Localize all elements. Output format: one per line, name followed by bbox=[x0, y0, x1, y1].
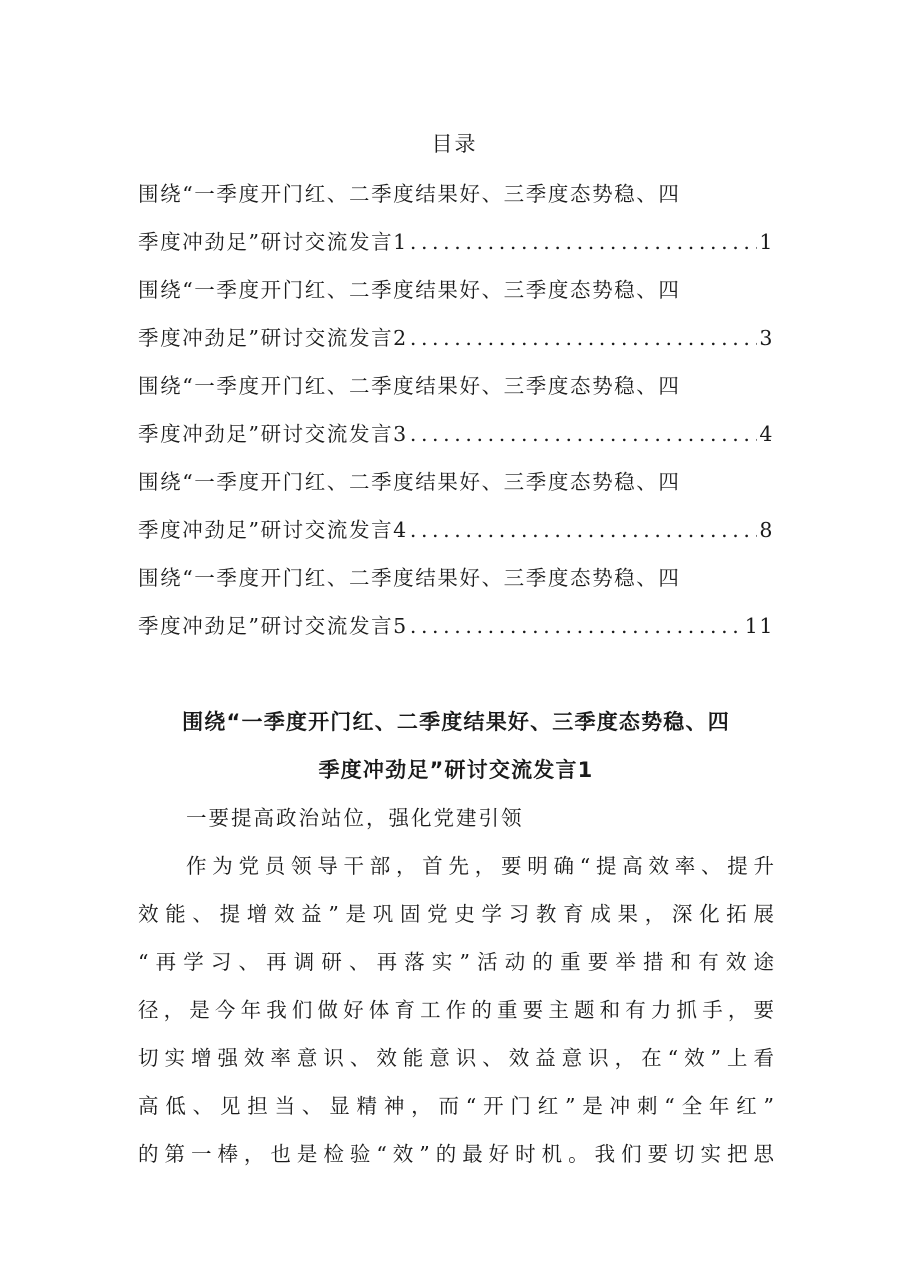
article-heading-line1: 围绕“一季度开门红、二季度结果好、三季度态势稳、四 bbox=[182, 710, 730, 734]
toc-entry-line2 bbox=[138, 410, 774, 458]
toc-leader-dots bbox=[410, 602, 743, 650]
toc-leader-dots bbox=[410, 506, 758, 554]
body-line: 切实增强效率意识、效能意识、效益意识，在“效”上看 bbox=[138, 1046, 774, 1070]
toc-page-number: 3 bbox=[759, 326, 774, 350]
body-line: 的第一棒，也是检验“效”的最好时机。我们要切实把思 bbox=[138, 1142, 774, 1166]
body-line: 径，是今年我们做好体育工作的重要主题和有力抓手，要 bbox=[138, 998, 774, 1022]
toc-entry-label: 季度冲劲足”研讨交流发言2 bbox=[138, 326, 408, 350]
body-line: 效能、提增效益”是巩固党史学习教育成果，深化拓展 bbox=[138, 902, 774, 926]
article-body bbox=[138, 842, 774, 1178]
toc-page-number: 11 bbox=[744, 614, 774, 638]
section-subheading: 一要提高政治站位，强化党建引领 bbox=[186, 806, 524, 830]
toc-entry-line2 bbox=[138, 314, 774, 362]
toc-entry-line2 bbox=[138, 218, 774, 266]
body-line: 高低、见担当、显精神，而“开门红”是冲刺“全年红” bbox=[138, 1094, 774, 1118]
toc-entry-line2 bbox=[138, 506, 774, 554]
toc-page-number: 4 bbox=[759, 422, 774, 446]
toc-entry-2[interactable] bbox=[138, 266, 774, 362]
toc-entry-3[interactable] bbox=[138, 362, 774, 458]
toc-entry-1[interactable] bbox=[138, 170, 774, 266]
toc-page-number: 8 bbox=[759, 518, 774, 542]
body-line: “再学习、再调研、再落实”活动的重要举措和有效途 bbox=[138, 950, 774, 974]
toc-title: 目录 bbox=[431, 132, 478, 156]
toc-entry-5[interactable] bbox=[138, 554, 774, 650]
toc-entry-line1: 围绕“一季度开门红、二季度结果好、三季度态势稳、四 bbox=[138, 566, 681, 590]
toc-leader-dots bbox=[410, 218, 758, 266]
table-of-contents bbox=[138, 170, 774, 650]
article-heading-line2: 季度冲劲足”研讨交流发言1 bbox=[318, 758, 594, 782]
toc-entry-label: 季度冲劲足”研讨交流发言4 bbox=[138, 518, 408, 542]
toc-leader-dots bbox=[410, 410, 758, 458]
toc-entry-line1: 围绕“一季度开门红、二季度结果好、三季度态势稳、四 bbox=[138, 470, 681, 494]
toc-entry-4[interactable] bbox=[138, 458, 774, 554]
toc-entry-line2 bbox=[138, 602, 774, 650]
toc-entry-label: 季度冲劲足”研讨交流发言3 bbox=[138, 422, 408, 446]
toc-entry-line1: 围绕“一季度开门红、二季度结果好、三季度态势稳、四 bbox=[138, 278, 681, 302]
toc-entry-line1: 围绕“一季度开门红、二季度结果好、三季度态势稳、四 bbox=[138, 374, 681, 398]
toc-leader-dots bbox=[410, 314, 758, 362]
toc-entry-label: 季度冲劲足”研讨交流发言1 bbox=[138, 230, 408, 254]
toc-entry-label: 季度冲劲足”研讨交流发言5 bbox=[138, 614, 408, 638]
article-heading bbox=[138, 698, 774, 794]
toc-entry-line1: 围绕“一季度开门红、二季度结果好、三季度态势稳、四 bbox=[138, 182, 681, 206]
body-line: 作为党员领导干部，首先，要明确“提高效率、提升 bbox=[186, 854, 774, 878]
toc-page-number: 1 bbox=[759, 230, 774, 254]
